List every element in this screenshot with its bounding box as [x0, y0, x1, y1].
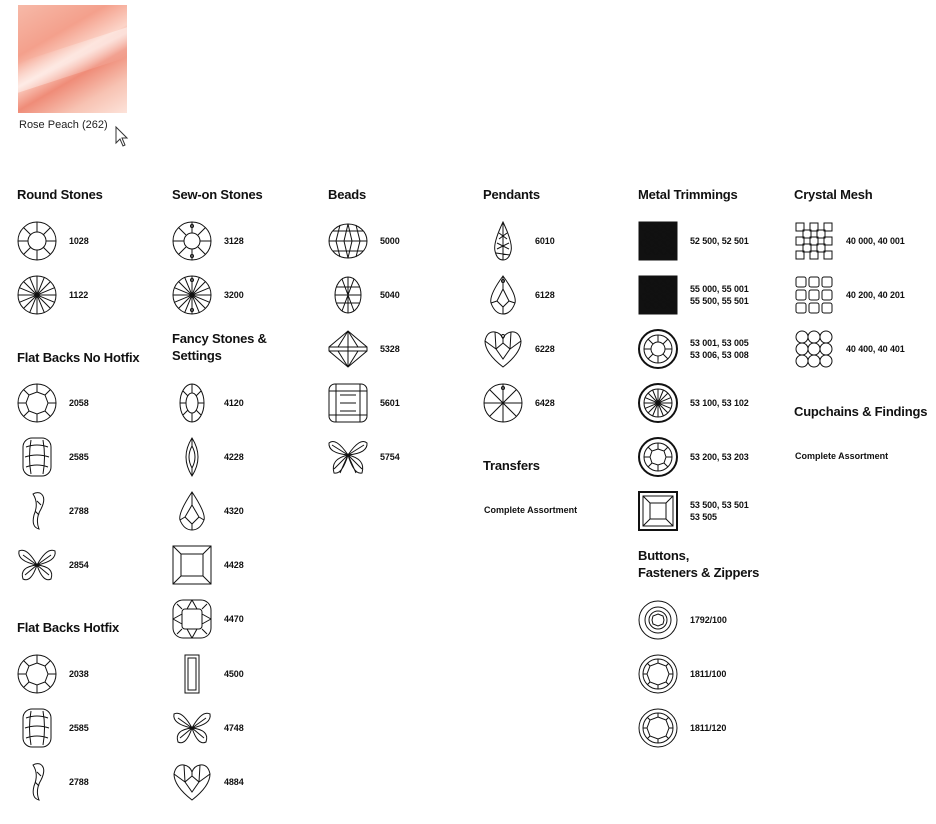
product-item[interactable]: [794, 273, 905, 317]
product-item[interactable]: [172, 381, 244, 425]
product-code: 5601: [380, 398, 400, 408]
butterfly-bead-icon: [328, 437, 368, 477]
product-code: 52 500, 52 501: [690, 236, 749, 246]
product-code: 2585: [69, 723, 89, 733]
product-item[interactable]: [638, 598, 727, 642]
product-code: 53 200, 53 203: [690, 452, 749, 462]
button-icon: [638, 654, 678, 694]
round-flatback-icon: [17, 654, 57, 694]
ring-mesh-icon: [794, 329, 834, 369]
product-code: 2038: [69, 669, 89, 679]
swatch-label: Rose Peach (262): [19, 119, 108, 131]
product-item[interactable]: [17, 652, 89, 696]
round-setting-icon: [638, 383, 678, 423]
product-code: 4120: [224, 398, 244, 408]
heading-sew-on-stones: Sew-on Stones: [172, 187, 263, 202]
round-flatback-icon: [17, 383, 57, 423]
product-code: 1811/120: [690, 723, 727, 733]
product-code: 4884: [224, 777, 244, 787]
product-item[interactable]: [794, 327, 905, 371]
cube-bead-icon: [328, 383, 368, 423]
cushion-icon: [172, 599, 212, 639]
product-item[interactable]: [172, 435, 244, 479]
product-item[interactable]: [17, 219, 89, 263]
heading-beads: Beads: [328, 187, 367, 202]
product-item[interactable]: [172, 273, 244, 317]
pear-icon: [172, 491, 212, 531]
button-icon: [638, 600, 678, 640]
complete-assortment-link[interactable]: Complete Assortment: [484, 505, 578, 515]
product-item[interactable]: [172, 597, 244, 641]
product-code: 53 100, 53 102: [690, 398, 749, 408]
product-code: 6128: [535, 290, 555, 300]
heading-text: Fancy Stones & Settings: [172, 331, 267, 363]
product-code: 40 200, 40 201: [846, 290, 905, 300]
product-item[interactable]: [483, 381, 555, 425]
butterfly-icon: [17, 545, 57, 585]
round-bead-icon: [328, 221, 368, 261]
product-code: 2854: [69, 560, 89, 570]
product-item[interactable]: [638, 706, 726, 750]
product-item[interactable]: [172, 652, 244, 696]
product-code: 3200: [224, 290, 244, 300]
product-code: 6428: [535, 398, 555, 408]
heading-crystal-mesh: Crystal Mesh: [794, 187, 873, 202]
heart-pendant-icon: [483, 329, 523, 369]
round-setting-icon: [638, 437, 678, 477]
product-code: 2788: [69, 777, 89, 787]
rondelle-bead-icon: [328, 275, 368, 315]
wave-icon: [17, 491, 57, 531]
baguette-icon: [172, 654, 212, 694]
heading-round-stones: Round Stones: [17, 187, 103, 202]
sew-on-rivoli-icon: [172, 275, 212, 315]
product-item[interactable]: [17, 760, 89, 804]
heading-cupchains-findings: Cupchains & Findings: [794, 404, 928, 419]
product-code: 1811/100: [690, 669, 727, 679]
product-item[interactable]: [638, 435, 749, 479]
product-code: 3128: [224, 236, 244, 246]
pear-pendant-icon: [483, 275, 523, 315]
product-item[interactable]: [172, 760, 244, 804]
product-item[interactable]: [638, 489, 749, 533]
product-item[interactable]: [17, 435, 89, 479]
oval-icon: [172, 383, 212, 423]
product-code: 5000: [380, 236, 400, 246]
product-item[interactable]: [328, 435, 400, 479]
round-setting-icon: [638, 329, 678, 369]
briolette-icon: [483, 221, 523, 261]
product-item[interactable]: [483, 327, 555, 371]
product-code: 4320: [224, 506, 244, 516]
wave-icon: [17, 762, 57, 802]
product-item[interactable]: [638, 327, 749, 371]
product-item[interactable]: [17, 273, 88, 317]
product-code: 1122: [69, 290, 89, 300]
product-item[interactable]: [483, 273, 555, 317]
mesh-trim-icon: [638, 275, 678, 315]
heading-fancy-stones-settings: [172, 330, 267, 364]
product-code: 6228: [535, 344, 555, 354]
product-code: 4500: [224, 669, 244, 679]
square-icon: [172, 545, 212, 585]
navette-icon: [172, 437, 212, 477]
heading-flat-backs-hotfix: Flat Backs Hotfix: [17, 620, 120, 635]
product-item[interactable]: [172, 219, 244, 263]
mesh-trim-icon: [638, 221, 678, 261]
heading-text: Buttons, Fasteners & Zippers: [638, 548, 760, 580]
crystal-mesh-icon: [794, 275, 834, 315]
product-item[interactable]: [638, 273, 749, 317]
product-code: 5328: [380, 344, 400, 354]
product-item[interactable]: [328, 219, 400, 263]
product-item[interactable]: [17, 489, 89, 533]
heading-pendants: Pendants: [483, 187, 540, 202]
product-item[interactable]: [638, 381, 749, 425]
product-code: 4470: [224, 614, 244, 624]
product-item[interactable]: [17, 543, 89, 587]
product-item[interactable]: [328, 273, 400, 317]
product-code: 40 000, 40 001: [846, 236, 905, 246]
color-swatch-image[interactable]: [18, 5, 127, 113]
rivoli-pendant-icon: [483, 383, 523, 423]
rivoli-icon: [17, 275, 57, 315]
product-item[interactable]: [794, 219, 905, 263]
product-code: 1792/100: [690, 615, 727, 625]
product-code: 53 001, 53 005 53 006, 53 008: [690, 338, 749, 360]
sew-on-round-icon: [172, 221, 212, 261]
product-item[interactable]: [638, 652, 726, 696]
cushion-wave-icon: [17, 708, 57, 748]
heart-icon: [172, 762, 212, 802]
product-code: 40 400, 40 401: [846, 344, 905, 354]
product-code: 5040: [380, 290, 400, 300]
product-item[interactable]: [172, 543, 244, 587]
product-item[interactable]: [17, 381, 89, 425]
product-item[interactable]: [483, 219, 555, 263]
product-code: 55 000, 55 001 55 500, 55 501: [690, 284, 749, 306]
product-item[interactable]: [172, 706, 244, 750]
product-code: 1028: [69, 236, 89, 246]
heading-flat-backs-no-hotfix: Flat Backs No Hotfix: [17, 350, 140, 365]
button-icon: [638, 708, 678, 748]
product-code: 4428: [224, 560, 244, 570]
product-code: 5754: [380, 452, 400, 462]
product-item[interactable]: [328, 327, 400, 371]
chaton-icon: [17, 221, 57, 261]
heading-metal-trimmings: Metal Trimmings: [638, 187, 738, 202]
heading-transfers: Transfers: [483, 458, 540, 473]
product-code: 6010: [535, 236, 555, 246]
mouse-cursor-icon: [115, 126, 129, 148]
product-item[interactable]: [638, 219, 749, 263]
product-code: 2585: [69, 452, 89, 462]
complete-assortment-link[interactable]: Complete Assortment: [795, 451, 889, 461]
product-code: 4748: [224, 723, 244, 733]
bicone-bead-icon: [328, 329, 368, 369]
square-setting-icon: [638, 491, 678, 531]
heading-buttons-fasteners-zippers: [638, 547, 759, 581]
product-item[interactable]: [17, 706, 89, 750]
butterfly-icon: [172, 708, 212, 748]
product-item[interactable]: [328, 381, 400, 425]
product-item[interactable]: [172, 489, 244, 533]
product-code: 2058: [69, 398, 89, 408]
cushion-wave-icon: [17, 437, 57, 477]
crystal-mesh-icon: [794, 221, 834, 261]
product-code: 2788: [69, 506, 89, 516]
product-code: 4228: [224, 452, 244, 462]
product-code: 53 500, 53 501 53 505: [690, 500, 749, 522]
